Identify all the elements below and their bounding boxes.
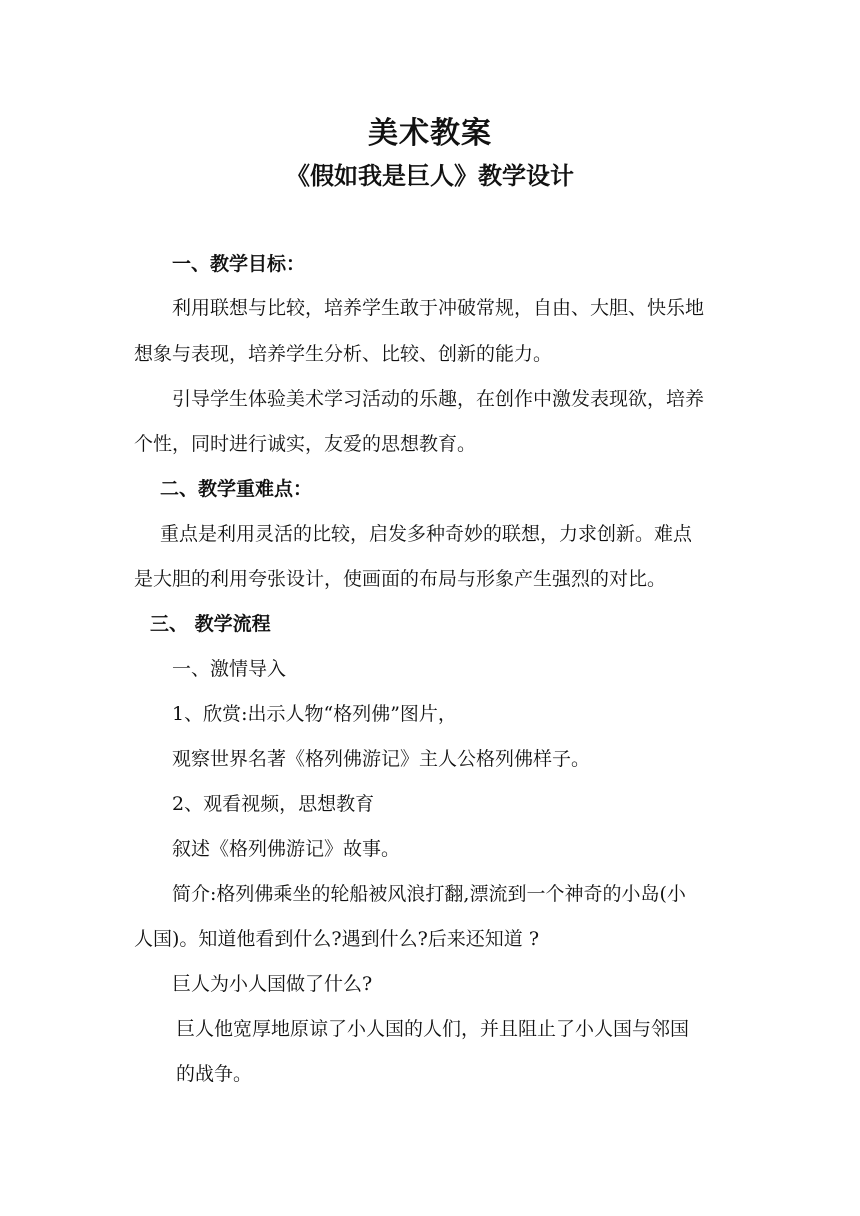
section1-heading: 一、教学目标： (172, 253, 306, 275)
section1-para1-line2: 想象与表现，培养学生分析、比较、创新的能力。 (134, 343, 553, 365)
section3-item2-desc: 叙述《格列佛游记》故事。 (172, 838, 401, 860)
document-subtitle: 《假如我是巨人》教学设计 (286, 161, 574, 190)
section3-answer-line1: 巨人他宽厚地原谅了小人国的人们，并且阻止了小人国与邻国 (176, 1018, 690, 1040)
section3-question: 巨人为小人国做了什么? (172, 973, 373, 995)
section3-step1: 一、激情导入 (172, 658, 287, 680)
section2-para-line2: 是大胆的利用夸张设计，使画面的布局与形象产生强烈的对比。 (134, 568, 667, 590)
section3-answer-line2: 的战争。 (176, 1063, 253, 1085)
section2-heading: 二、教学重难点： (160, 478, 313, 500)
document-title: 美术教案 (368, 116, 492, 151)
section3-item1: 1、欣赏:出示人物“格列佛”图片， (172, 703, 457, 725)
section3-intro-line1: 简介:格列佛乘坐的轮船被风浪打翻,漂流到一个神奇的小岛(小 (172, 883, 686, 905)
section1-para2-line2: 个性，同时进行诚实，友爱的思想教育。 (134, 433, 477, 455)
section1-para2-line1: 引导学生体验美术学习活动的乐趣，在创作中激发表现欲，培养 (172, 388, 705, 410)
section1-para1-line1: 利用联想与比较，培养学生敢于冲破常规，自由、大胆、快乐地 (172, 297, 705, 319)
section3-intro-line2: 人国)。知道他看到什么?遇到什么?后来还知道 ? (134, 928, 540, 950)
section3-item2: 2、观看视频，思想教育 (172, 793, 375, 815)
section3-heading: 三、 教学流程 (150, 613, 271, 635)
section3-item1-desc: 观察世界名著《格列佛游记》主人公格列佛样子。 (172, 748, 591, 770)
section2-para-line1: 重点是利用灵活的比较，启发多种奇妙的联想，力求创新。难点 (160, 523, 693, 545)
